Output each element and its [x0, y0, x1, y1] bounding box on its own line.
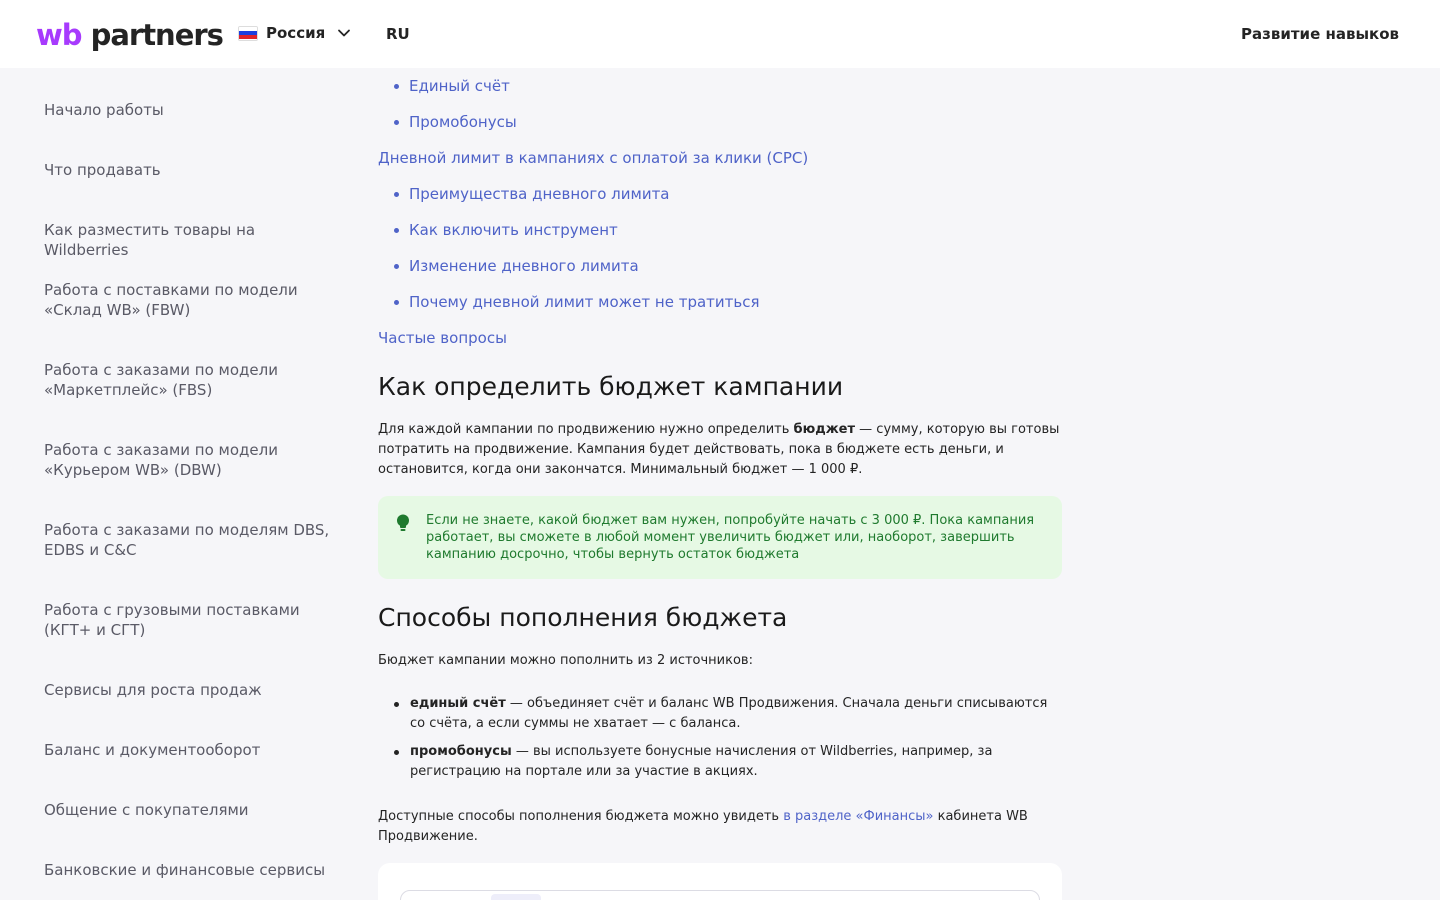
screenshot-tab-chip	[491, 894, 541, 900]
sidebar-item-buyers[interactable]: Общение с покупателями	[44, 801, 249, 819]
sidebar-item-start[interactable]: Начало работы	[44, 101, 164, 119]
toc-link-enable[interactable]	[394, 221, 618, 239]
toc-link-advantages[interactable]	[394, 185, 670, 203]
sidebar-item-fbw[interactable]: Работа с поставками по модели «Склад WB» (FBW)	[44, 281, 298, 319]
screenshot-card	[378, 863, 1062, 900]
wb-partners-logo[interactable]	[36, 18, 223, 52]
language-selector[interactable]: RU	[386, 25, 410, 43]
budget-paragraph	[378, 420, 1062, 480]
section-title-budget: Как определить бюджет кампании	[378, 372, 844, 401]
list-item-bold: промобонусы	[410, 744, 512, 759]
bullet-icon	[394, 750, 399, 755]
list-item-text	[410, 742, 1050, 782]
outro-text-end: кабинета WB Продвижение.	[378, 809, 1028, 844]
sidebar-item-bank[interactable]: Банковские и финансовые сервисы	[44, 861, 326, 879]
sidebar-item-what-to-sell[interactable]: Что продавать	[44, 161, 161, 179]
toc-link-change-limit[interactable]	[394, 257, 639, 275]
toc-link-label: Изменение дневного лимита	[409, 257, 639, 275]
country-label: Россия	[266, 24, 326, 42]
toc-link-label: Единый счёт	[409, 77, 510, 95]
top-header	[0, 0, 1440, 68]
logo-wb-text: wb	[36, 18, 82, 52]
topup-outro	[378, 807, 1062, 847]
sidebar-item-place-goods[interactable]: Как разместить товары на Wildberries	[44, 221, 256, 259]
country-selector[interactable]	[238, 24, 351, 42]
toc-link-label: Как включить инструмент	[409, 221, 618, 239]
toc-link-not-spent[interactable]	[394, 293, 760, 311]
sidebar-item-cargo[interactable]: Работа с грузовыми поставками (КГТ+ и СГТ)	[44, 601, 300, 639]
bullet-icon	[394, 120, 399, 125]
budget-text-end: — сумму, которую вы готовы потратить на продвижение. Кампания будет действовать, пока в бюджете есть деньги, и остановится, когда они закончатся. Минимальный бюджет — 1 000 ₽.	[378, 422, 1060, 477]
tip-callout	[378, 496, 1062, 579]
toc-link-promobonuses[interactable]	[394, 113, 517, 131]
toc-link-label: Промобонусы	[409, 113, 517, 131]
sidebar-item-fbs[interactable]: Работа с заказами по модели «Маркетплейс» (FBS)	[44, 361, 278, 399]
skills-link[interactable]: Развитие навыков	[1241, 25, 1399, 43]
finance-section-link[interactable]: в разделе «Финансы»	[783, 809, 934, 824]
topup-intro: Бюджет кампании можно пополнить из 2 источников:	[378, 653, 753, 668]
chevron-down-icon	[337, 26, 351, 40]
bullet-icon	[394, 264, 399, 269]
sidebar-item-balance[interactable]: Баланс и документооборот	[44, 741, 261, 759]
list-item-text	[410, 694, 1050, 734]
toc-link-faq[interactable]: Частые вопросы	[378, 329, 507, 347]
toc-link-single-account[interactable]	[394, 77, 510, 95]
budget-text-start: Для каждой кампании по продвижению нужно определить	[378, 422, 794, 437]
toc-link-daily-limit[interactable]: Дневной лимит в кампаниях с оплатой за клики (CPC)	[378, 149, 809, 167]
bullet-icon	[394, 228, 399, 233]
bullet-icon	[394, 84, 399, 89]
tip-text: Если не знаете, какой бюджет вам нужен, попробуйте начать с 3 000 ₽. Пока кампания работает, вы сможете в любой момент увеличить бюджет или, наоборот, завершить кампанию досрочно, чтобы вернуть остаток бюджета	[426, 513, 1035, 562]
list-item-desc: — объединяет счёт и баланс WB Продвижения. Сначала деньги списываются со счёта, а если суммы не хватает — с баланса.	[410, 696, 1048, 731]
budget-bold-term: бюджет	[793, 422, 856, 437]
bullet-icon	[394, 300, 399, 305]
list-item-bold: единый счёт	[410, 696, 506, 711]
list-item-desc: — вы используете бонусные начисления от Wildberries, например, за регистрацию на портале или за участие в акциях.	[410, 744, 993, 779]
bullet-icon	[394, 192, 399, 197]
screenshot-frame	[400, 890, 1040, 900]
sidebar-item-dbw[interactable]: Работа с заказами по модели «Курьером WB» (DBW)	[44, 441, 278, 479]
logo-partners-text: partners	[90, 18, 223, 52]
toc-link-label: Почему дневной лимит может не тратиться	[409, 293, 760, 311]
bullet-icon	[394, 702, 399, 707]
sidebar-item-growth-services[interactable]: Сервисы для роста продаж	[44, 681, 262, 699]
toc-link-label: Преимущества дневного лимита	[409, 185, 670, 203]
lightbulb-icon	[396, 514, 410, 534]
section-title-topup: Способы пополнения бюджета	[378, 603, 788, 632]
sidebar-item-dbs[interactable]: Работа с заказами по моделям DBS, EDBS и C&C	[44, 521, 330, 559]
russia-flag-icon	[238, 26, 258, 41]
outro-text-start: Доступные способы пополнения бюджета можно увидеть	[378, 809, 784, 824]
